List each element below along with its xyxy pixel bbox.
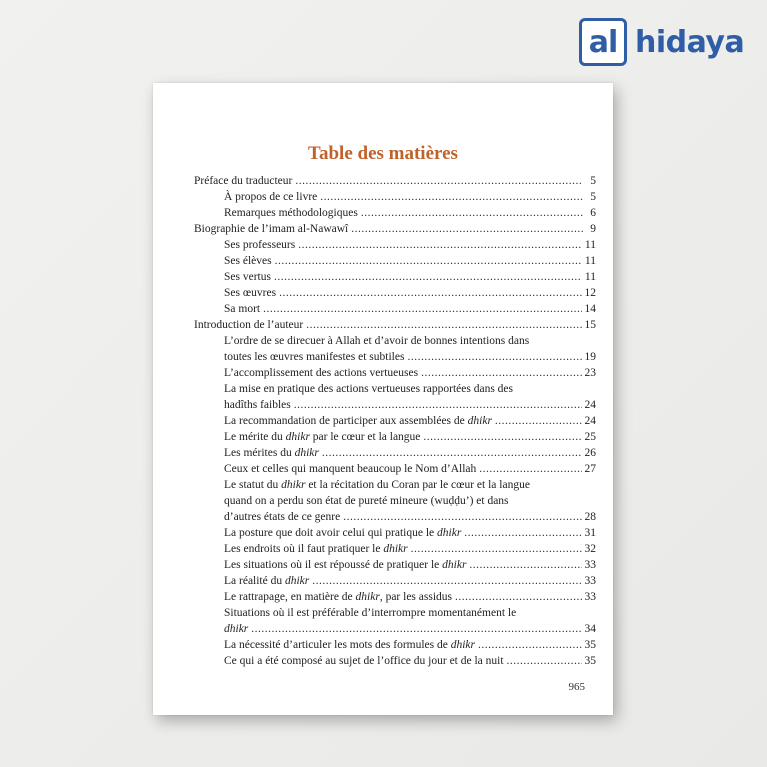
toc-entry-last-line [224, 621, 596, 637]
toc-entry-text: Les endroits où il faut pratiquer le dhikr [224, 543, 408, 555]
toc-entry-line: La mise en pratique des actions vertueuses rapportées dans des [224, 383, 513, 395]
page-title: Table des matières [308, 143, 458, 164]
toc-entry-text: toutes les œuvres manifestes et subtiles [224, 351, 405, 363]
toc-entry-text: Le mérite du dhikr par le cœur et la langue [224, 431, 421, 443]
toc-entry-text: Préface du traducteur [194, 175, 293, 187]
toc-entry [224, 365, 596, 381]
toc-entry [224, 445, 596, 461]
toc-leader [464, 525, 581, 541]
toc-entry-text: L’accomplissement des actions vertueuses [224, 367, 419, 379]
brand-name: hidaya [635, 24, 745, 60]
toc-leader [507, 653, 582, 669]
toc-leader [343, 509, 581, 525]
toc-entry-text: Introduction de l’auteur [194, 319, 304, 331]
toc-entry-text: Ses professeurs [224, 239, 296, 251]
toc-leader [421, 365, 581, 381]
toc-leader [455, 589, 582, 605]
toc-entry-text: Biographie de l’imam al-Nawawî [194, 223, 349, 235]
toc-entry-text: Ses élèves [224, 255, 272, 267]
toc-entry-page: 15 [584, 319, 596, 331]
toc-leader [312, 573, 581, 589]
toc-entry [224, 461, 596, 477]
toc-leader [407, 349, 581, 365]
toc-entry-page: 25 [584, 431, 596, 443]
toc-entry-page: 19 [584, 351, 596, 363]
toc-leader [322, 445, 582, 461]
page-number: 965 [568, 681, 585, 693]
toc-entry [224, 605, 596, 637]
toc-entry-page: 23 [584, 367, 596, 379]
toc-entry-text: La recommandation de participer aux assemblées de dhikr [224, 415, 492, 427]
toc-leader [251, 621, 581, 637]
toc-entry-last-line [224, 509, 596, 525]
toc-entry-text: Sa mort [224, 303, 261, 315]
toc-entry-page: 28 [584, 511, 596, 523]
toc-entry [224, 477, 596, 525]
toc-leader [469, 557, 581, 573]
toc-entry-text: d’autres états de ce genre [224, 511, 341, 523]
toc-entry-line: Le statut du dhikr et la récitation du Coran par le cœur et la langue [224, 479, 530, 491]
toc-entry-text: dhikr [224, 623, 249, 635]
toc-entry [194, 221, 596, 237]
toc-leader [279, 285, 581, 301]
toc-entry-page: 33 [584, 591, 596, 603]
brand-logo [579, 16, 744, 68]
toc-entry-page: 5 [590, 175, 596, 187]
toc-entry-page: 35 [584, 655, 596, 667]
toc-entry-last-line [224, 397, 596, 413]
toc-entry-page: 9 [590, 223, 596, 235]
toc-leader [275, 253, 582, 269]
toc-entry-page: 27 [584, 463, 596, 475]
toc-entry [224, 589, 596, 605]
toc-entry [224, 269, 596, 285]
toc-entry [224, 413, 596, 429]
toc-entry [224, 237, 596, 253]
toc-entry-line: Situations où il est préférable d’interrompre momentanément le [224, 607, 517, 619]
toc-entry-page: 33 [584, 575, 596, 587]
toc-entry-page: 5 [590, 191, 596, 203]
toc-entry-text: Ce qui a été composé au sujet de l’office du jour et de la nuit [224, 655, 504, 667]
toc-leader [320, 189, 583, 205]
toc-entry [224, 557, 596, 573]
toc-entry [224, 253, 596, 269]
toc-entry [224, 429, 596, 445]
toc-entry-page: 33 [584, 559, 596, 571]
toc-entry [224, 653, 596, 669]
toc-entry-line: L’ordre de se direcuer à Allah et d’avoir de bonnes intentions dans [224, 335, 530, 347]
toc-leader [495, 413, 582, 429]
toc-entry-text: La posture que doit avoir celui qui pratique le dhikr [224, 527, 462, 539]
toc-entry-page: 24 [584, 399, 596, 411]
toc-entry-text: Les situations où il est répoussé de pratiquer le dhikr [224, 559, 467, 571]
toc-entry-page: 35 [584, 639, 596, 651]
toc-entry [224, 637, 596, 653]
toc-entry [224, 189, 596, 205]
toc-entry [224, 333, 596, 365]
toc-entry [224, 381, 596, 413]
toc-entry-page: 34 [584, 623, 596, 635]
toc-entry [224, 541, 596, 557]
toc-entry-text: Ses vertus [224, 271, 271, 283]
toc-leader [306, 317, 581, 333]
toc-entry [224, 285, 596, 301]
toc-entry-page: 11 [584, 271, 596, 283]
toc-entry-page: 14 [584, 303, 596, 315]
toc-entry-text: Ceux et celles qui manquent beaucoup le Nom d’Allah [224, 463, 477, 475]
toc-entry-last-line [224, 349, 596, 365]
toc-entry-text: Le rattrapage, en matière de dhikr, par les assidus [224, 591, 452, 603]
toc-leader [423, 429, 581, 445]
toc-leader [294, 397, 582, 413]
toc-entry-line: quand on a perdu son état de pureté mineure (wuḍḍu’) et dans [224, 495, 509, 507]
toc-leader [295, 173, 583, 189]
toc-entry-text: La réalité du dhikr [224, 575, 310, 587]
toc-leader [411, 541, 582, 557]
toc-entry [224, 301, 596, 317]
toc-entry-text: hadîths faibles [224, 399, 291, 411]
toc-entry-page: 24 [584, 415, 596, 427]
toc-entry [224, 573, 596, 589]
toc-entry-page: 31 [584, 527, 596, 539]
toc-entry-text: Les mérites du dhikr [224, 447, 319, 459]
toc-entry-page: 12 [584, 287, 596, 299]
toc-entry [194, 317, 596, 333]
book-page [153, 83, 613, 715]
toc-entry-page: 11 [584, 239, 596, 251]
toc-leader [361, 205, 583, 221]
toc-leader [263, 301, 581, 317]
toc-entry-text: Ses œuvres [224, 287, 277, 299]
toc-leader [298, 237, 582, 253]
toc-entry [224, 525, 596, 541]
brand-mark: al [579, 18, 627, 66]
toc-entry [194, 173, 596, 189]
toc-leader [351, 221, 583, 237]
toc-entry-page: 32 [584, 543, 596, 555]
toc-entry-page: 26 [584, 447, 596, 459]
toc-entry [224, 205, 596, 221]
toc-entry-text: La nécessité d’articuler les mots des formules de dhikr [224, 639, 476, 651]
toc-entry-page: 6 [590, 207, 596, 219]
toc-leader [479, 461, 581, 477]
toc-entry-text: À propos de ce livre [224, 191, 318, 203]
table-of-contents [194, 173, 596, 669]
toc-leader [274, 269, 582, 285]
toc-entry-text: Remarques méthodologiques [224, 207, 358, 219]
toc-entry-page: 11 [584, 255, 596, 267]
toc-leader [478, 637, 581, 653]
